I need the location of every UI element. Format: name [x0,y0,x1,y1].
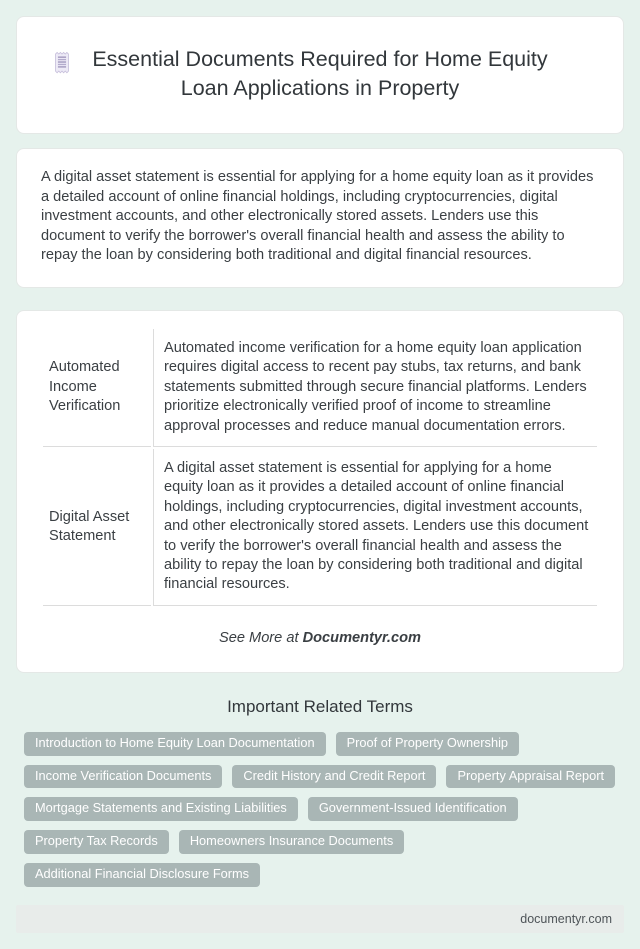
term-description: A digital asset statement is essential for applying for a home equity loan as it provides a detailed account of online financial holdings, including cryptocurrencies, digital investment accounts, and other electronically stored assets. Lenders use this document to verify the borrower's overall financial health and assess the ability to repay the loan by considering both traditional and digital financial resources. [153,449,597,606]
related-term-button[interactable]: Property Appraisal Report [446,765,615,789]
related-term-button[interactable]: Income Verification Documents [24,765,222,789]
table-row [43,449,597,606]
see-more-line [41,630,599,646]
term-label: Automated Income Verification [43,329,151,447]
related-term-button[interactable]: Mortgage Statements and Existing Liabilities [24,797,298,821]
related-term-button[interactable]: Proof of Property Ownership [336,732,519,756]
footer-site-link[interactable]: documentyr.com [520,911,612,926]
term-description: Automated income verification for a home equity loan application requires digital access to recent pay stubs, tax returns, and bank statements submitted through secure financial platforms. Lenders prioritize electronically verified proof of income to streamline approval processes and reduce manual documentation errors. [153,329,597,447]
see-more-prefix: See More at [219,629,303,646]
footer-bar [16,905,624,933]
related-term-button[interactable]: Property Tax Records [24,830,169,854]
table-row [43,329,597,447]
intro-card [16,148,624,288]
definitions-table [41,327,599,608]
related-term-button[interactable]: Homeowners Insurance Documents [179,830,404,854]
definitions-card [16,310,624,673]
related-term-button[interactable]: Additional Financial Disclosure Forms [24,863,260,887]
intro-text: A digital asset statement is essential for applying for a home equity loan as it provides a detailed account of online financial holdings, including cryptocurrencies, digital investment accounts, and other electronically stored assets. Lenders use this document to verify the borrower's overall financial health and assess the ability to repay the loan by considering both traditional and digital financial resources. [41,169,594,264]
related-terms-list [16,732,624,887]
related-term-button[interactable]: Credit History and Credit Report [232,765,436,789]
header-card [16,16,624,134]
term-label: Digital Asset Statement [43,449,151,606]
related-terms-heading: Important Related Terms [227,696,413,716]
see-more-site: Documentyr.com [302,629,421,646]
receipt-icon [49,50,75,76]
related-term-button[interactable]: Government-Issued Identification [308,797,518,821]
related-term-button[interactable]: Introduction to Home Equity Loan Documentation [24,732,326,756]
page-title: Essential Documents Required for Home Equity Loan Applications in Property [92,47,548,100]
